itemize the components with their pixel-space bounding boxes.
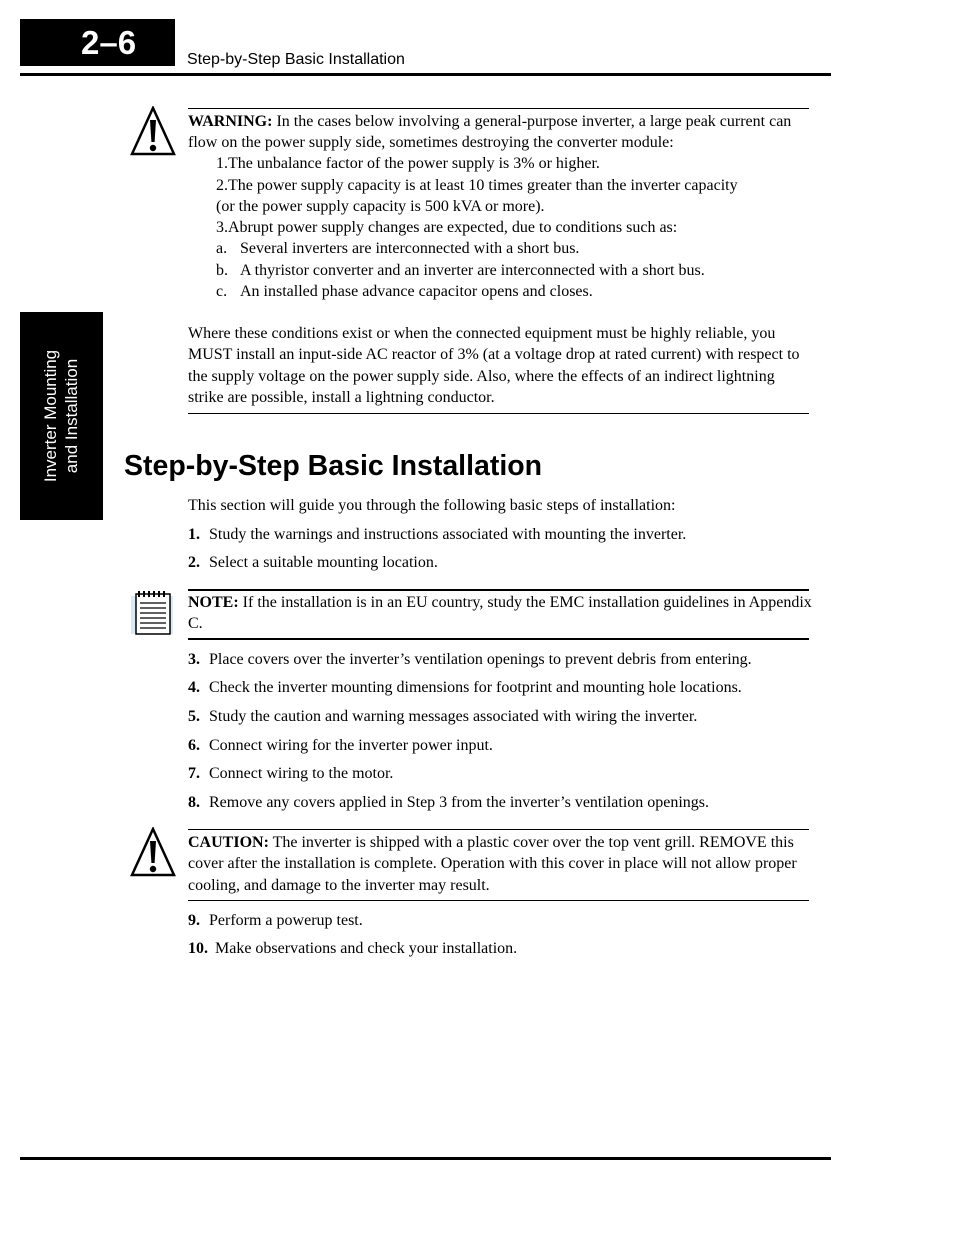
- side-tab-label: [40, 312, 82, 520]
- step-text: Study the warnings and instructions associated with mounting the inverter.: [209, 526, 687, 543]
- step-number: 8.: [188, 794, 200, 811]
- notepad-icon: [128, 590, 176, 636]
- list-item: [188, 706, 697, 727]
- header-rule: [20, 73, 831, 76]
- note-bottom-rule: [188, 638, 809, 640]
- caution-paragraph: [188, 832, 812, 896]
- step-number: 7.: [188, 765, 200, 782]
- step-number: 1.: [188, 526, 200, 543]
- warning-paragraph: [188, 111, 812, 154]
- list-item: [188, 552, 438, 573]
- list-item: [188, 763, 393, 784]
- subitem-text: An installed phase advance capacitor opens and closes.: [240, 283, 593, 300]
- note-text: If the installation is in an EU country, study the EMC installation guidelines in Appendix C.: [188, 594, 812, 633]
- step-number: 2.: [188, 554, 200, 571]
- subitem-label: b.: [216, 262, 228, 279]
- step-text: Place covers over the inverter’s ventilation openings to prevent debris from entering.: [209, 651, 752, 668]
- warning-closing-paragraph: Where these conditions exist or when the connected equipment must be highly reliable, you MUST install an input-side AC reactor of 3% (at a voltage drop at rated current) with respect to the supply voltage on the power supply side. Also, where the effects of an indirect lightning strike are possible, install a lightning conductor.: [188, 325, 800, 406]
- list-item: [188, 735, 493, 756]
- warning-item-2-cont: (or the power supply capacity is 500 kVA or more).: [216, 198, 545, 215]
- note-top-rule: [188, 589, 809, 591]
- step-text: Check the inverter mounting dimensions for footprint and mounting hole locations.: [209, 679, 742, 696]
- caution-label: CAUTION:: [188, 834, 269, 851]
- step-text: Make observations and check your installation.: [215, 940, 518, 957]
- side-tab-line1: Inverter Mounting: [41, 349, 60, 483]
- warning-text: In the cases below involving a general-purpose inverter, a large peak current can flow on the power supply side, sometimes destroying the converter module:: [188, 113, 792, 152]
- warning-subitem: [216, 260, 705, 281]
- list-item: [188, 792, 709, 813]
- page-number: 2–6: [20, 19, 175, 66]
- running-title: Step-by-Step Basic Installation: [187, 51, 405, 68]
- warning-subitem: [216, 238, 579, 259]
- step-text: Select a suitable mounting location.: [209, 554, 438, 571]
- caution-text: The inverter is shipped with a plastic cover over the top vent grill. REMOVE this cover after the installation is complete. Operation with this cover in place will not allow proper cooling, and damage to the inverter may result.: [188, 834, 797, 894]
- footer-rule: [20, 1157, 831, 1160]
- warning-bottom-rule: [188, 413, 809, 414]
- caution-triangle-icon: [130, 827, 176, 877]
- step-number: 4.: [188, 679, 200, 696]
- subitem-text: A thyristor converter and an inverter are interconnected with a short bus.: [240, 262, 705, 279]
- step-number: 6.: [188, 737, 200, 754]
- subitem-label: c.: [216, 283, 228, 300]
- warning-top-rule: [188, 108, 809, 109]
- warning-item-3: 3.Abrupt power supply changes are expected, due to conditions such as:: [216, 219, 678, 236]
- section-title: Step-by-Step Basic Installation: [124, 450, 543, 482]
- step-text: Connect wiring for the inverter power input.: [209, 737, 493, 754]
- section-intro: This section will guide you through the following basic steps of installation:: [188, 497, 676, 514]
- warning-item-1: 1.The unbalance factor of the power supply is 3% or higher.: [216, 155, 600, 172]
- warning-label: WARNING:: [188, 113, 273, 130]
- warning-item-2: 2.The power supply capacity is at least 10 times greater than the inverter capacity: [216, 177, 738, 194]
- list-item: [188, 649, 752, 670]
- caution-bottom-rule: [188, 900, 809, 901]
- subitem-label: a.: [216, 240, 228, 257]
- list-item: [188, 910, 363, 931]
- side-tab-line2: and Installation: [62, 358, 81, 474]
- note-label: NOTE:: [188, 594, 239, 611]
- step-number: 3.: [188, 651, 200, 668]
- note-paragraph: [188, 592, 812, 635]
- warning-subitem: [216, 281, 593, 302]
- chapter-side-tab: [20, 312, 103, 520]
- step-text: Perform a powerup test.: [209, 912, 363, 929]
- step-number: 10.: [188, 940, 208, 957]
- warning-triangle-icon: [130, 106, 176, 156]
- step-number: 9.: [188, 912, 200, 929]
- subitem-text: Several inverters are interconnected with a short bus.: [240, 240, 580, 257]
- list-item: [188, 524, 686, 545]
- step-text: Remove any covers applied in Step 3 from the inverter’s ventilation openings.: [209, 794, 710, 811]
- list-item: [188, 938, 517, 959]
- step-text: Connect wiring to the motor.: [209, 765, 394, 782]
- caution-top-rule: [188, 829, 809, 830]
- step-number: 5.: [188, 708, 200, 725]
- list-item: [188, 677, 742, 698]
- step-text: Study the caution and warning messages associated with wiring the inverter.: [209, 708, 698, 725]
